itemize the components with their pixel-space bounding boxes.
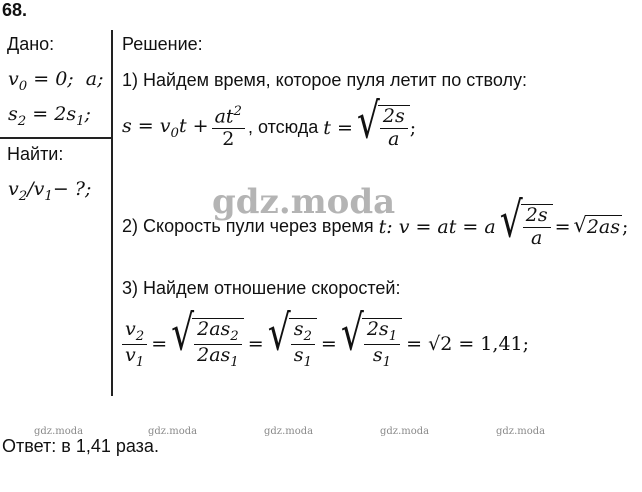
- step-1-formula: $s = v_0t$ + $\frac{at^2}{2}$ , отсюда t = √ $\frac{2s}{a}$ ;: [122, 92, 417, 151]
- watermark-small-2: gdz.moda: [148, 426, 198, 437]
- watermark-small-3: gdz.moda: [264, 426, 314, 437]
- step-3-formula: $\frac{v_2}{v_1}$ = √ $\frac{2as_2}{2as_1}$ = √ $\frac{s_2}{s_1}$ = √ $\frac{2s_1}{s_1}$ = √2 = 1,41;: [122, 318, 529, 370]
- watermark-large: gdz.moda: [212, 182, 396, 222]
- step-1-text: 1) Найдем время, которое пуля летит по стволу:: [122, 70, 527, 90]
- watermark-small-4: gdz.moda: [380, 426, 430, 437]
- find-line: $v_2/v_1-$ ?;: [8, 178, 92, 204]
- step-2-text: 2) Скорость пули через время: [122, 216, 374, 237]
- watermark-small-1: gdz.moda: [34, 426, 84, 437]
- vertical-divider: [111, 30, 113, 396]
- answer: Ответ: в 1,41 раза.: [2, 436, 159, 456]
- step-1-mid-text: , отсюда: [248, 117, 319, 137]
- given-find-divider: [0, 137, 112, 139]
- step-3-text: 3) Найдем отношение скоростей:: [122, 278, 401, 298]
- given-line-1: $v_0 = 0$; a;: [8, 68, 104, 94]
- step-2-formula: 2) Скорость пули через время t: v = at = a √ $\frac{2s}{a}$ = √ 2as ;: [122, 191, 629, 249]
- watermark-small-5: gdz.moda: [496, 426, 546, 437]
- step-3-result: = √2 = 1,41;: [406, 333, 530, 356]
- solution-heading: Решение:: [122, 34, 203, 54]
- problem-number: 68.: [2, 0, 28, 20]
- given-heading: Дано:: [7, 34, 55, 54]
- find-heading: Найти:: [7, 144, 64, 164]
- given-line-2: $s_2 = 2s_1$;: [8, 103, 91, 129]
